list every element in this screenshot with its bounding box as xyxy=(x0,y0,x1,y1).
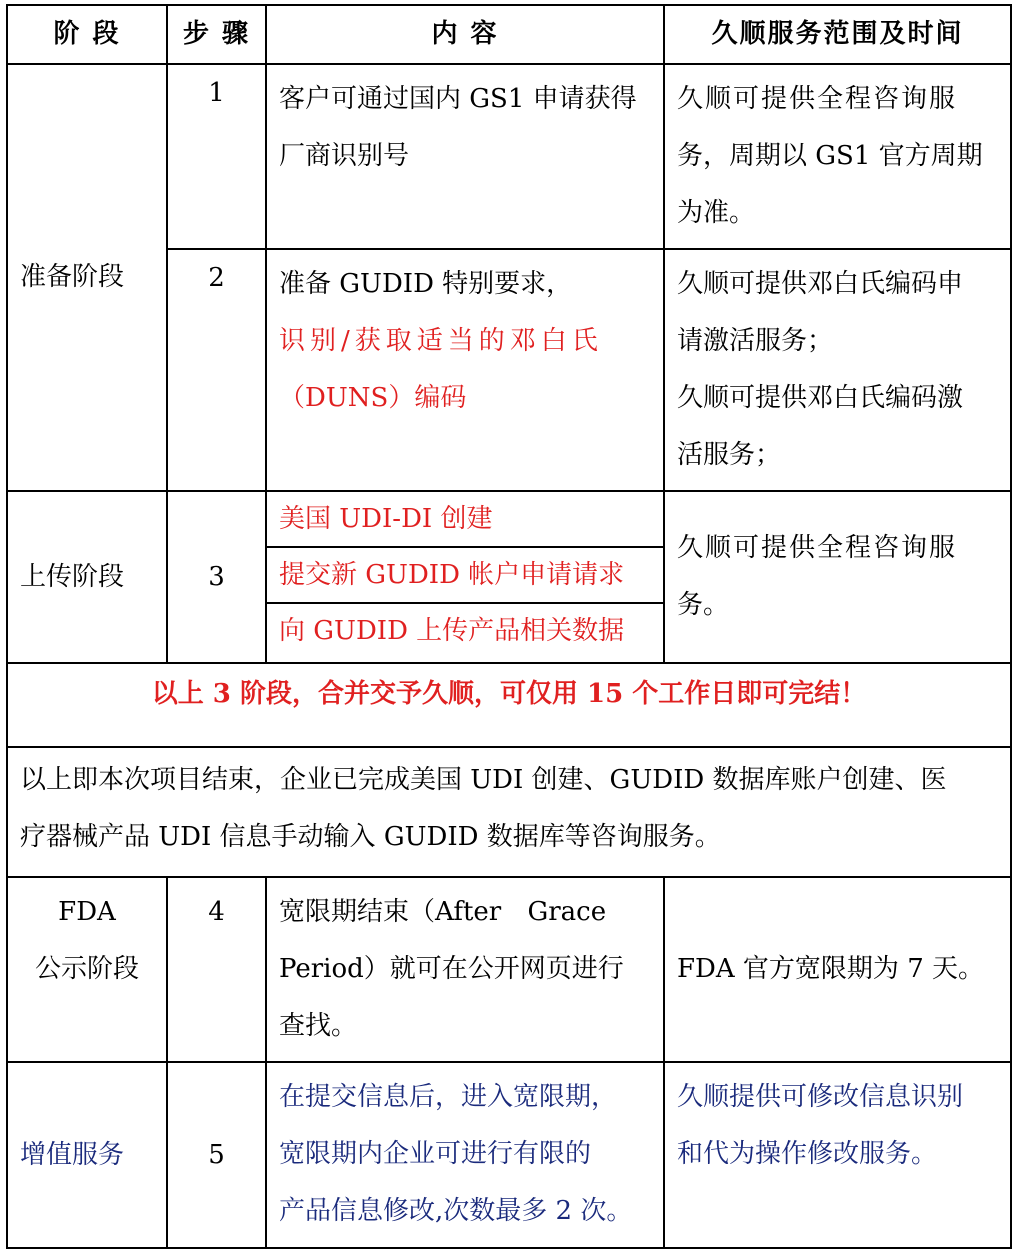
summary-row xyxy=(7,747,1011,877)
service-line: 活服务； xyxy=(677,440,782,470)
content-line: 产品信息修改,次数最多 2 次。 xyxy=(279,1196,633,1226)
content-line: 准备 GUDID 特别要求， xyxy=(279,269,573,299)
service-line: 久顺提供可修改信息识别 xyxy=(677,1082,964,1112)
stage-line: 公示阶段 xyxy=(34,954,139,984)
service-line: 和代为操作修改服务。 xyxy=(677,1139,938,1169)
content-line: 在提交信息后，进入宽限期， xyxy=(279,1082,618,1112)
content-cell xyxy=(266,491,664,663)
header-stage: 阶 段 xyxy=(7,5,167,64)
stage-cell: 上传阶段 xyxy=(7,491,167,663)
summary-line: 疗器械产品 UDI 信息手动输入 GUDID 数据库等咨询服务。 xyxy=(20,822,721,852)
service-cell xyxy=(664,249,1011,491)
merged-note: 以上 3 阶段，合并交予久顺，可仅用 15 个工作日即可完结！ xyxy=(7,663,1011,747)
content-line: 宽限期内企业可进行有限的 xyxy=(279,1139,592,1169)
service-line: 久顺可提供邓白氏编码激 xyxy=(677,383,964,413)
content-cell xyxy=(266,877,664,1062)
content-line: 厂商识别号 xyxy=(279,141,410,171)
step-cell: 1 xyxy=(167,64,266,249)
header-row xyxy=(7,5,1011,64)
summary-cell xyxy=(7,747,1011,877)
service-line: 务，周期以 GS1 官方周期 xyxy=(677,141,983,171)
content-line: 客户可通过国内 GS1 申请获得 xyxy=(279,84,637,114)
content-line: 宽限期结束（After Grace xyxy=(279,897,607,927)
header-step: 步 骤 xyxy=(167,5,266,64)
content-line-red: 识别/获取适当的邓白氏 xyxy=(279,326,603,356)
content-line: Period）就可在公开网页进行 xyxy=(279,954,624,984)
content-cell xyxy=(266,249,664,491)
service-cell xyxy=(664,491,1011,663)
table-row xyxy=(7,491,1011,663)
summary-line: 以上即本次项目结束，企业已完成美国 UDI 创建、GUDID 数据库账户创建、医 xyxy=(20,765,947,795)
service-line: 务。 xyxy=(677,590,730,620)
step-cell: 4 xyxy=(167,877,266,1062)
service-line: 为准。 xyxy=(677,198,756,228)
step-cell: 2 xyxy=(167,249,266,491)
header-content: 内 容 xyxy=(266,5,664,64)
stage-line: FDA xyxy=(58,897,116,927)
content-cell xyxy=(266,1062,664,1248)
stage-cell: 增值服务 xyxy=(7,1062,167,1248)
content-item: 美国 UDI-DI 创建 xyxy=(279,504,493,534)
step-cell: 5 xyxy=(167,1062,266,1248)
content-item: 提交新 GUDID 帐户申请请求 xyxy=(267,546,663,602)
content-item: 向 GUDID 上传产品相关数据 xyxy=(267,602,663,658)
merged-note-row xyxy=(7,663,1011,747)
table-row xyxy=(7,64,1011,249)
content-cell xyxy=(266,64,664,249)
table-row xyxy=(7,877,1011,1062)
service-line: 久顺可提供邓白氏编码申 xyxy=(677,269,964,299)
content-line: 查找。 xyxy=(279,1011,358,1041)
service-table xyxy=(6,4,1012,1249)
service-line: 请激活服务； xyxy=(677,326,834,356)
service-cell xyxy=(664,1062,1011,1248)
service-cell xyxy=(664,64,1011,249)
stage-cell: 准备阶段 xyxy=(7,64,167,491)
table-row xyxy=(7,1062,1011,1248)
stage-cell xyxy=(7,877,167,1062)
content-line-red: （DUNS）编码 xyxy=(279,383,467,413)
service-line: 久顺可提供全程咨询服 xyxy=(677,84,958,114)
service-line: 久顺可提供全程咨询服 xyxy=(677,533,958,563)
header-service: 久顺服务范围及时间 xyxy=(664,5,1011,64)
service-cell: FDA 官方宽限期为 7 天。 xyxy=(664,877,1011,1062)
step-cell: 3 xyxy=(167,491,266,663)
